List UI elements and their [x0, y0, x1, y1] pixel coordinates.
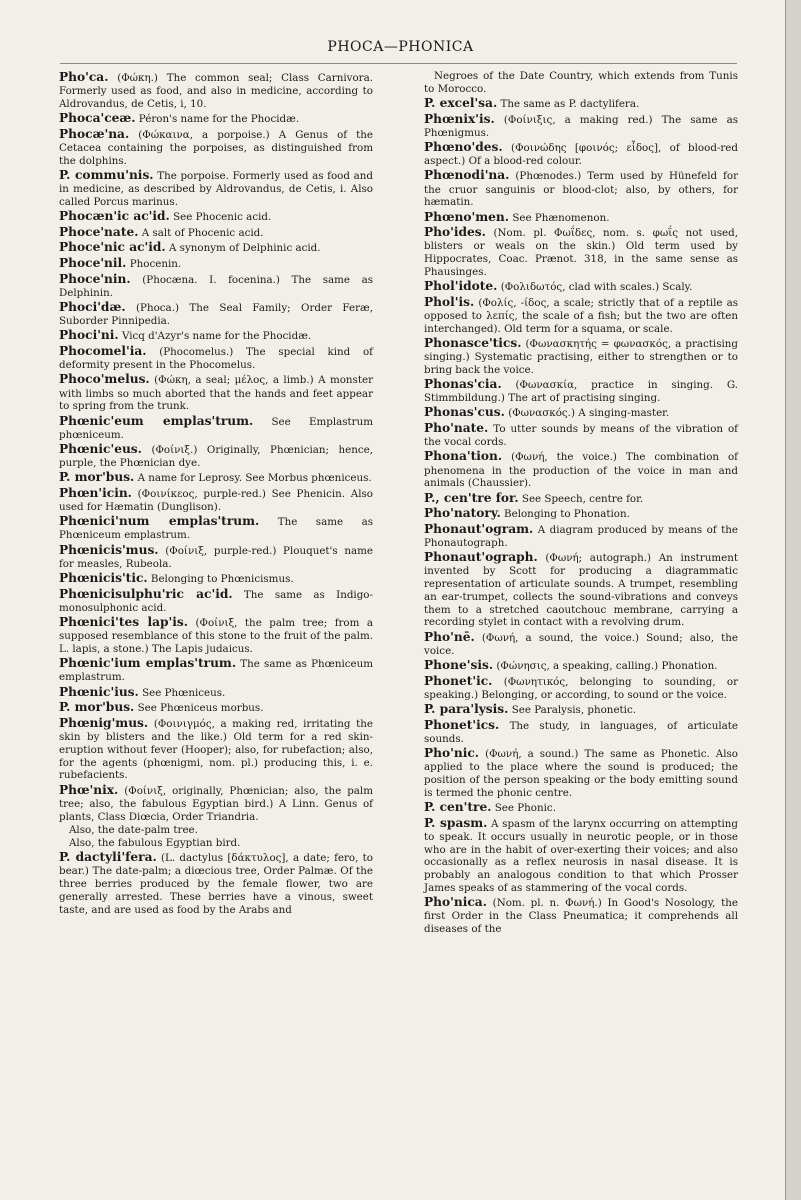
entry-headword: P. para'lysis.	[424, 702, 509, 717]
entry-headword: Phone'sis.	[424, 658, 494, 673]
dictionary-entry	[424, 658, 738, 673]
dictionary-entry	[59, 543, 373, 571]
entry-headword: Pho'nate.	[424, 421, 489, 436]
entry-headword: Phœnix'is.	[424, 111, 495, 126]
entry-headword: Phœnicis'tic.	[59, 571, 148, 586]
dictionary-entry	[424, 702, 738, 717]
entry-headword: Phœnici'num emplas'trum.	[59, 514, 260, 529]
entry-headword: P. spasm.	[424, 815, 488, 830]
entry-headword: Phol'is.	[424, 294, 475, 309]
dictionary-entry	[424, 336, 738, 377]
dictionary-entry	[424, 718, 738, 746]
entry-headword: Phocomel'ia.	[59, 344, 147, 358]
entry-definition: (Φώκαινα, a porpoise.) A Genus of the Cetacea containing the porpoises, as distinguished from the dolphins.	[59, 128, 374, 167]
entry-definition: (Phoca.) The Seal Family; Order Feræ, Suborder Pinnipedia.	[59, 301, 373, 328]
entry-headword: Phol'idote.	[424, 279, 498, 294]
entry-definition: Belonging to Phœnicismus.	[150, 573, 294, 586]
dictionary-entry	[59, 344, 373, 372]
entry-definition: (Φωνασκητής = φωνασκός, a practising singing.) Systematic practising, either to strengthen or to bring back the voice.	[424, 337, 738, 376]
dictionary-entry	[424, 674, 738, 702]
entry-headword: Phœno'men.	[424, 209, 510, 224]
dictionary-entry	[59, 571, 373, 586]
entry-definition: See Phœniceus morbus.	[137, 702, 264, 715]
entry-definition: (Nom. pl. Φωΐδες, nom. s. φωΐς not used, blisters or weals on the skin.) Old term used by Hippocrates, Coac. Prænot. 318, in the same sense as Phausinges.	[424, 227, 738, 278]
entry-headword: Phonas'cus.	[424, 405, 505, 420]
entry-definition: The same as P. dactylifera.	[500, 98, 640, 111]
entry-definition: (Φώκη, a seal; μέλος, a limb.) A monster with limbs so much aborted that the hands and feet appear to spring from the trunk.	[59, 374, 373, 413]
entry-headword: Phoci'dæ.	[59, 299, 126, 314]
entry-definition: (Nom. pl. n. Φωνή.) In Good's Nosology, the first Order in the Class Pneumatica; it comprehends all diseases of the	[424, 897, 739, 936]
entry-headword: Pho'nica.	[424, 895, 487, 910]
entry-definition: A synonym of Delphinic acid.	[168, 242, 321, 255]
entry-headword: P. excel'sa.	[424, 96, 498, 111]
entry-headword: Pho'nē.	[424, 629, 475, 644]
dictionary-entry	[59, 209, 373, 224]
dictionary-entry	[59, 256, 373, 271]
dictionary-entry	[424, 112, 738, 140]
entry-definition: (L. dactylus [δάκτυλος], a date; fero, to bear.) The date-palm; a diœcious tree, Order Palmæ. Of the three berries produced by the female flower, two are generally arrested. These berries have a vinous, sweet taste, and are used as food by the Arabs and	[59, 852, 373, 916]
entry-definition: A name for Leprosy. See Morbus phœniceus.	[137, 472, 372, 485]
entry-headword: Phocæn'ic ac'id.	[59, 209, 170, 224]
entry-headword: Phœn'icin.	[59, 485, 132, 500]
entry-definition: (Φοίνιξ, purple-red.) Plouquet's name for measles, Rubeola.	[59, 544, 373, 570]
entry-headword: Phonet'ics.	[424, 717, 500, 732]
entry-headword: Phoca'ceæ.	[59, 111, 136, 126]
entry-headword: Phonet'ic.	[424, 673, 493, 688]
dictionary-entry	[59, 414, 373, 442]
dictionary-entry	[59, 783, 373, 824]
entry-headword: P. cen'tre.	[424, 800, 492, 815]
dictionary-entry	[424, 70, 738, 96]
page-header: PHOCA—PHONICA	[327, 39, 474, 55]
entry-definition: Belonging to Phonation.	[504, 508, 630, 521]
dictionary-entry	[59, 111, 373, 126]
entry-definition: (Phœnodes.) Term used by Hünefeld for the cruor sanguinis or blood-clot; also, by others, for hæmatin.	[424, 170, 738, 209]
entry-headword: Phoco'melus.	[59, 372, 150, 387]
entry-headword: P. commu'nis.	[59, 167, 154, 182]
entry-definition: (Φωνή, the voice.) The combination of phenomena in the production of the voice in man and animals (Chaussier).	[424, 451, 738, 490]
entry-headword: Pho'nic.	[424, 746, 480, 761]
entry-headword: Pho'natory.	[424, 506, 501, 521]
entry-definition: The same as Phœniceum emplastrum.	[59, 658, 374, 684]
entry-definition: See Phænomenon.	[512, 211, 610, 224]
dictionary-entry	[59, 656, 373, 684]
dictionary-entry	[424, 295, 738, 336]
entry-definition: (Φολίς, -ίδος, a scale; strictly that of a reptile as opposed to λεπίς, the scale of a fish; but the two are often interchanged). Old term for a squama, or scale.	[424, 296, 738, 335]
entry-definition: (Φωνασκία, practice in singing. G. Stimmbildung.) The art of practising singing.	[424, 379, 738, 405]
entry-definition: The study, in languages, of articulate sounds.	[424, 719, 738, 745]
dictionary-entry	[59, 716, 373, 782]
dictionary-entry	[59, 240, 373, 255]
dictionary-entry	[59, 615, 373, 656]
dictionary-entry	[424, 746, 738, 799]
entry-definition: See Phonic.	[494, 802, 556, 815]
entry-definition: (Phocomelus.) The special kind of deformity present in the Phocomelus.	[59, 346, 373, 372]
page-edge	[786, 0, 801, 1200]
dictionary-entry	[424, 506, 738, 521]
entry-headword: Phœnici'tes lap'is.	[59, 615, 189, 630]
dictionary-entry	[424, 550, 738, 629]
entry-definition: Also, the date-palm tree.	[69, 823, 198, 836]
dictionary-entry	[59, 850, 373, 916]
entry-headword: Phonaut'ogram.	[424, 521, 534, 536]
dictionary-entry	[59, 442, 373, 470]
dictionary-entry	[59, 70, 373, 111]
entry-definition: (Φώνησις, a speaking, calling.) Phonation.	[496, 660, 718, 673]
entry-definition: (Φωνασκός.) A singing-master.	[508, 407, 670, 420]
entry-headword: P. mor'bus.	[59, 470, 135, 485]
left-column	[59, 70, 373, 917]
entry-headword: Phœ'nix.	[59, 782, 119, 797]
entry-headword: P. dactyli'fera.	[59, 850, 157, 865]
entry-headword: Phœnodi'na.	[424, 168, 510, 183]
right-column	[424, 70, 738, 936]
entry-definition: (Φολιδωτός, clad with scales.) Scaly.	[500, 281, 693, 294]
entry-headword: Phœnicis'mus.	[59, 542, 159, 557]
entry-definition: A salt of Phocenic acid.	[141, 226, 264, 239]
entry-definition: (Phocæna. I. focenina.) The same as Delphinin.	[59, 273, 374, 299]
dictionary-entry	[59, 328, 373, 343]
entry-headword: Phoce'nate.	[59, 224, 139, 239]
entry-headword: Phonasce'tics.	[424, 335, 522, 350]
dictionary-entry	[424, 225, 738, 278]
entry-headword: Phonaut'ograph.	[424, 550, 538, 565]
entry-definition: See Phœniceus.	[142, 686, 226, 699]
dictionary-entry	[424, 491, 738, 506]
dictionary-entry	[59, 837, 373, 850]
entry-headword: Pho'ides.	[424, 225, 486, 240]
dictionary-entry	[59, 700, 373, 715]
dictionary-entry	[424, 210, 738, 225]
dictionary-entry	[59, 470, 373, 485]
entry-definition: See Phocenic acid.	[173, 211, 272, 224]
entry-definition: (Φοινώδης [φοινός; εἶδος], of blood-red aspect.) Of a blood-red colour.	[424, 142, 738, 168]
entry-headword: Phona'tion.	[424, 449, 503, 464]
entry-definition: The porpoise. Formerly used as food and in medicine, as described by Aldrovandus, de Cetis, i. Also called Porcus marinus.	[59, 169, 373, 208]
entry-headword: P., cen'tre for.	[424, 490, 519, 505]
entry-definition: (Φωνητικός, belonging to sounding, or speaking.) Belonging, or according, to sound or the voice.	[424, 675, 738, 701]
dictionary-entry	[59, 272, 373, 300]
dictionary-entry	[59, 514, 373, 542]
entry-definition: (Φοίνιξ, the palm tree; from a supposed resemblance of this stone to the fruit of the palm. L. lapis, a stone.) The Lapis judaicus.	[59, 617, 374, 656]
entry-headword: Phœnic'ium emplas'trum.	[59, 656, 237, 671]
entry-definition: Negroes of the Date Country, which extends from Tunis to Morocco.	[424, 70, 738, 95]
dictionary-entry	[424, 800, 738, 815]
dictionary-entry	[424, 816, 738, 895]
entry-headword: Phœno'des.	[424, 140, 503, 155]
entry-definition: Phocenin.	[129, 257, 182, 270]
entry-definition: See Speech, centre for.	[521, 492, 644, 505]
entry-headword: Phocæ'na.	[59, 126, 130, 141]
entry-definition: Vicq d'Azyr's name for the Phocidæ.	[121, 330, 312, 343]
entry-headword: Phœnic'eus.	[59, 441, 142, 456]
entry-definition: (Φοινιγμός, a making red, irritating the skin by blisters and the like.) Old term for a red skin-eruption without fever (Hooper); also, for rubefaction; also, for the agents (phœnigmi, nom. pl.) producing this, i. e. rubefacients.	[59, 717, 373, 782]
dictionary-entry	[424, 168, 738, 209]
entry-definition: (Φωνή, a sound.) The same as Phonetic. Also applied to the place where the sound is produced; the position of the person speaking or the body emitting sound is termed the phonic centre.	[424, 748, 739, 799]
dictionary-entry	[424, 630, 738, 658]
entry-headword: Phoce'nic ac'id.	[59, 240, 166, 255]
entry-definition: See Emplastrum phœniceum.	[59, 415, 373, 441]
dictionary-entry	[424, 405, 738, 420]
dictionary-entry	[59, 824, 373, 837]
entry-definition: See Paralysis, phonetic.	[511, 704, 637, 717]
dictionary-entry	[424, 421, 738, 449]
dictionary-entry	[59, 300, 373, 328]
entry-definition: A spasm of the larynx occurring on attempting to speak. It occurs usually in neurotic people, or in those who are in the habit of over-exerting their voices; and also occasionally as a reflex neurosis in nasal disease. It is probably an analogous condition to that which Prosser James speaks of as stammering of the vocal cords.	[424, 817, 738, 894]
entry-definition: A diagram produced by means of the Phonautograph.	[424, 523, 738, 550]
entry-definition: Péron's name for the Phocidæ.	[138, 113, 300, 126]
entry-headword: Phonas'cia.	[424, 377, 502, 392]
entry-definition: To utter sounds by means of the vibration of the vocal cords.	[424, 423, 738, 449]
entry-definition: The same as Indigo-monosulphonic acid.	[59, 588, 373, 614]
dictionary-entry	[424, 377, 738, 405]
dictionary-entry	[424, 449, 738, 490]
entry-definition: (Φοίνιξις, a making red.) The same as Phœnigmus.	[424, 113, 738, 139]
dictionary-entry	[424, 96, 738, 111]
entry-definition: (Φωνή, a sound, the voice.) Sound; also, the voice.	[424, 631, 738, 657]
entry-headword: Phœnig'mus.	[59, 715, 149, 730]
entry-definition: (Φοίνιξ, originally, Phœnician; also, the palm tree; also, the fabulous Egyptian bird.) A Linn. Genus of plants, Class Diœcia, Order Triandria.	[59, 784, 373, 823]
dictionary-entry	[59, 685, 373, 700]
dictionary-entry	[59, 168, 373, 209]
dictionary-entry	[424, 140, 738, 168]
entry-headword: Phœnic'ius.	[59, 684, 139, 699]
dictionary-entry	[424, 895, 738, 936]
dictionary-entry	[59, 587, 373, 615]
entry-headword: Pho'ca.	[59, 70, 109, 84]
entry-headword: Phoce'nin.	[59, 271, 131, 286]
entry-headword: P. mor'bus.	[59, 700, 135, 715]
dictionary-entry	[59, 225, 373, 240]
entry-headword: Phœnicisulphu'ric ac'id.	[59, 586, 233, 601]
dictionary-entry	[424, 279, 738, 294]
header-rule	[60, 63, 737, 64]
entry-headword: Phoce'nil.	[59, 255, 127, 270]
entry-definition: (Φοίνιξ.) Originally, Phœnician; hence, purple, the Phœnician dye.	[59, 443, 373, 470]
dictionary-entry	[59, 486, 373, 514]
entry-definition: The same as Phœniceum emplastrum.	[59, 516, 373, 542]
entry-definition: (Φωνή; autograph.) An instrument invented by Scott for producing a diagrammatic representation of articulate sounds. A trumpet, resembling an ear-trumpet, collects the sound-vibrations and conveys them to a stretched caoutchouc membrane, carrying a recording stylet in contact with a revolving drum.	[424, 552, 738, 629]
entry-definition: (Φοινίκεος, purple-red.) See Phenicin. Also used for Hæmatin (Dunglison).	[59, 487, 373, 514]
dictionary-entry	[59, 372, 373, 413]
dictionary-entry	[424, 522, 738, 550]
entry-headword: Phoci'ni.	[59, 328, 119, 343]
entry-definition: Also, the fabulous Egyptian bird.	[69, 837, 241, 850]
entry-definition: (Φώκη.) The common seal; Class Carnivora. Formerly used as food, and also in medicine, according to Aldrovandus, de Cetis, i, 10.	[59, 72, 373, 110]
entry-headword: Phœnic'eum emplas'trum.	[59, 413, 254, 428]
dictionary-entry	[59, 127, 373, 168]
